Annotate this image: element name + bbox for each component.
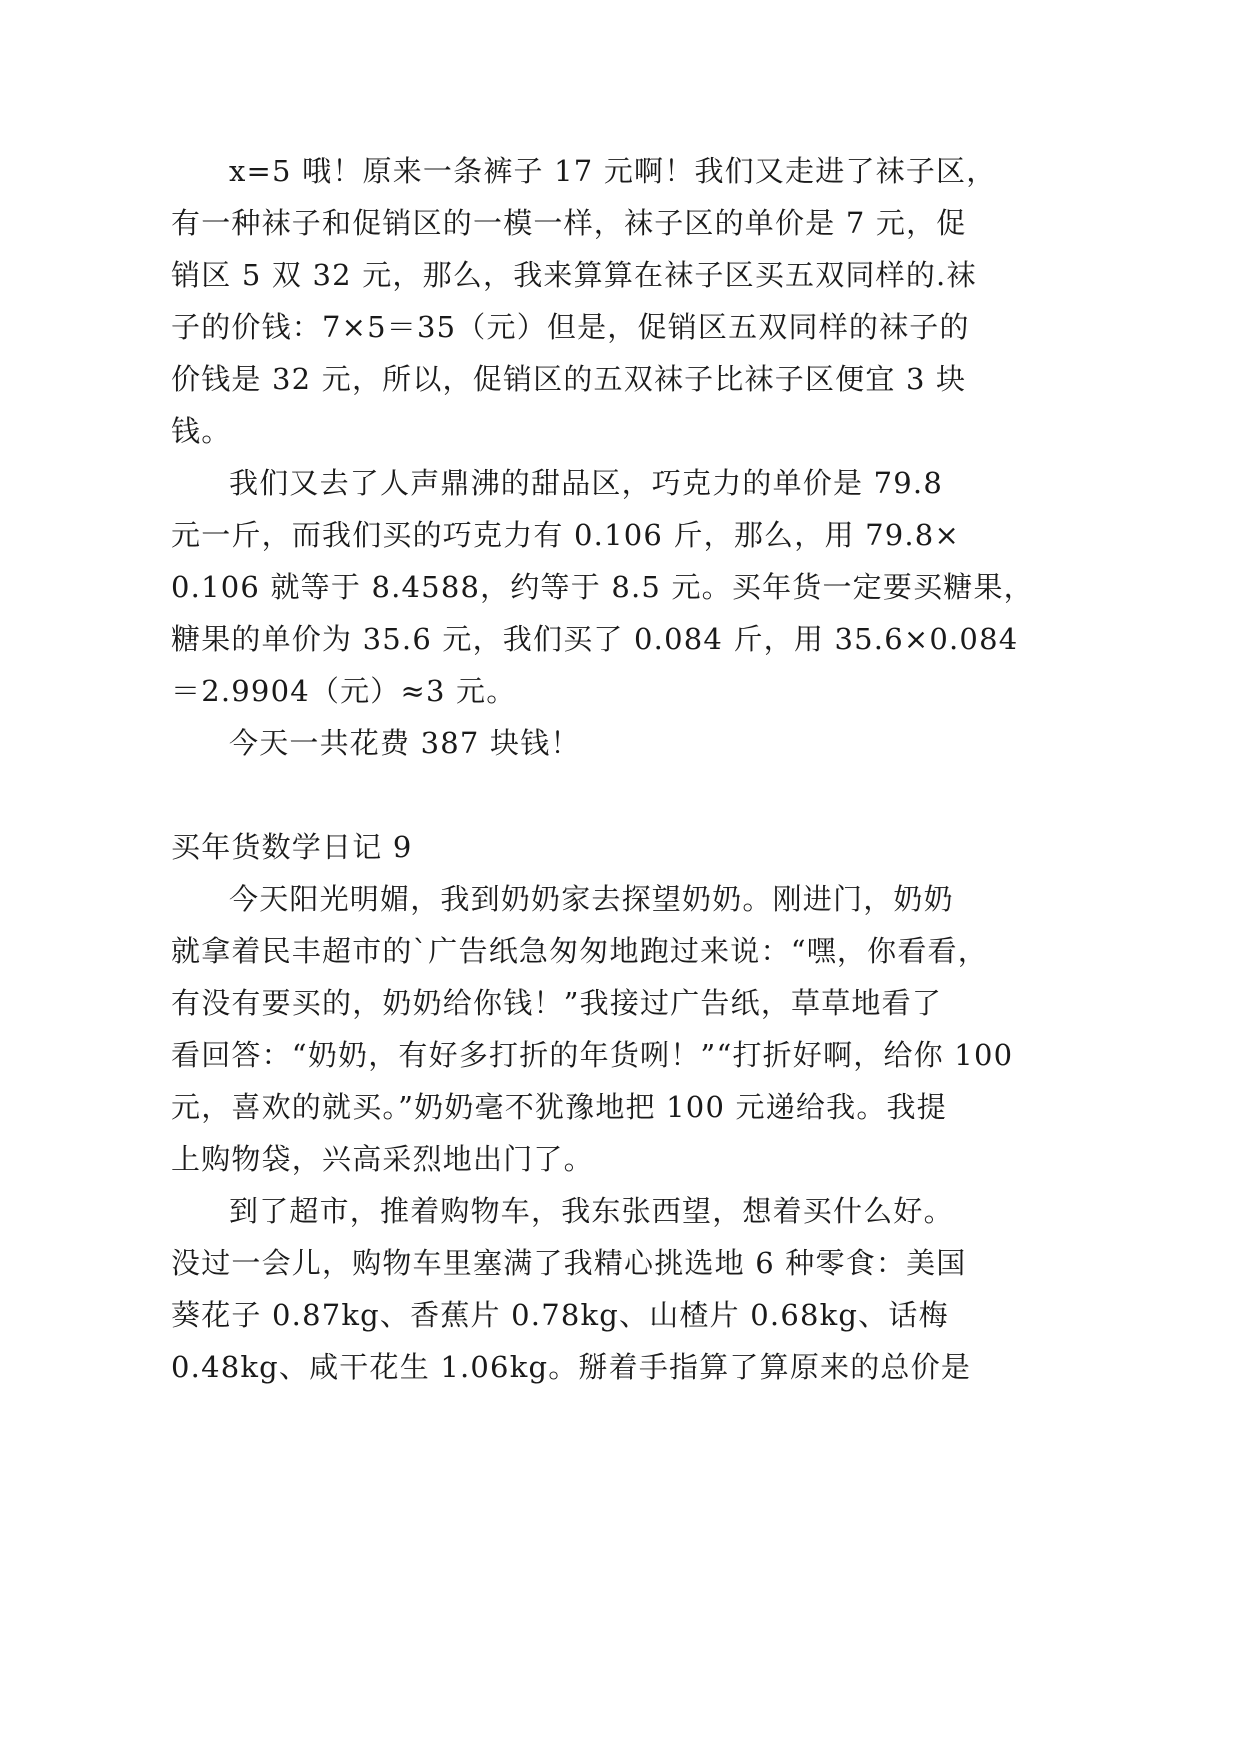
paragraph-4-line-4: 看回答：“奶奶，有好多打折的年货咧！”“打折好啊，给你 100: [171, 1038, 1014, 1072]
paragraph-2-line-3: 0.106 就等于 8.4588，约等于 8.5 元。买年货一定要买糖果，: [171, 570, 1034, 604]
paragraph-5-line-2: 没过一会儿，购物车里塞满了我精心挑选地 6 种零食：美国: [171, 1246, 967, 1280]
section-title: 买年货数学日记 9: [171, 830, 413, 864]
paragraph-2-line-4: 糖果的单价为 35.6 元，我们买了 0.084 斤，用 35.6×0.084: [171, 622, 1019, 656]
paragraph-4-line-3: 有没有要买的，奶奶给你钱！”我接过广告纸，草草地看了: [171, 986, 943, 1020]
paragraph-5-line-3: 葵花子 0.87kg、香蕉片 0.78kg、山楂片 0.68kg、话梅: [171, 1298, 949, 1332]
paragraph-2-line-2: 元一斤，而我们买的巧克力有 0.106 斤，那么，用 79.8×: [171, 518, 960, 552]
paragraph-1-line-3: 销区 5 双 32 元，那么，我来算算在袜子区买五双同样的.袜: [171, 258, 977, 292]
paragraph-4-line-6: 上购物袋，兴高采烈地出门了。: [171, 1142, 594, 1176]
paragraph-1-line-6: 钱。: [171, 414, 232, 448]
paragraph-1-line-5: 价钱是 32 元，所以，促销区的五双袜子比袜子区便宜 3 块: [171, 362, 967, 396]
paragraph-5-line-4: 0.48kg、咸干花生 1.06kg。掰着手指算了算原来的总价是: [171, 1350, 972, 1384]
paragraph-4-line-2: 就拿着民丰超市的`广告纸急匆匆地跑过来说：“嘿，你看看，: [171, 934, 988, 968]
paragraph-5-line-1: 到了超市，推着购物车，我东张西望，想着买什么好。: [229, 1194, 954, 1228]
paragraph-4-line-5: 元，喜欢的就买。”奶奶毫不犹豫地把 100 元递给我。我提: [171, 1090, 947, 1124]
paragraph-1-line-4: 子的价钱：7×5＝35（元）但是，促销区五双同样的袜子的: [171, 310, 970, 344]
paragraph-2-line-5: ＝2.9904（元）≈3 元。: [171, 674, 517, 708]
paragraph-3-line-1: 今天一共花费 387 块钱！: [229, 726, 581, 760]
paragraph-1-line-2: 有一种袜子和促销区的一模一样，袜子区的单价是 7 元，促: [171, 206, 967, 240]
paragraph-4-line-1: 今天阳光明媚，我到奶奶家去探望奶奶。刚进门，奶奶: [229, 882, 954, 916]
paragraph-2-line-1: 我们又去了人声鼎沸的甜品区，巧克力的单价是 79.8: [229, 466, 943, 500]
paragraph-1-line-1: x=5 哦！原来一条裤子 17 元啊！我们又走进了袜子区，: [229, 154, 997, 188]
